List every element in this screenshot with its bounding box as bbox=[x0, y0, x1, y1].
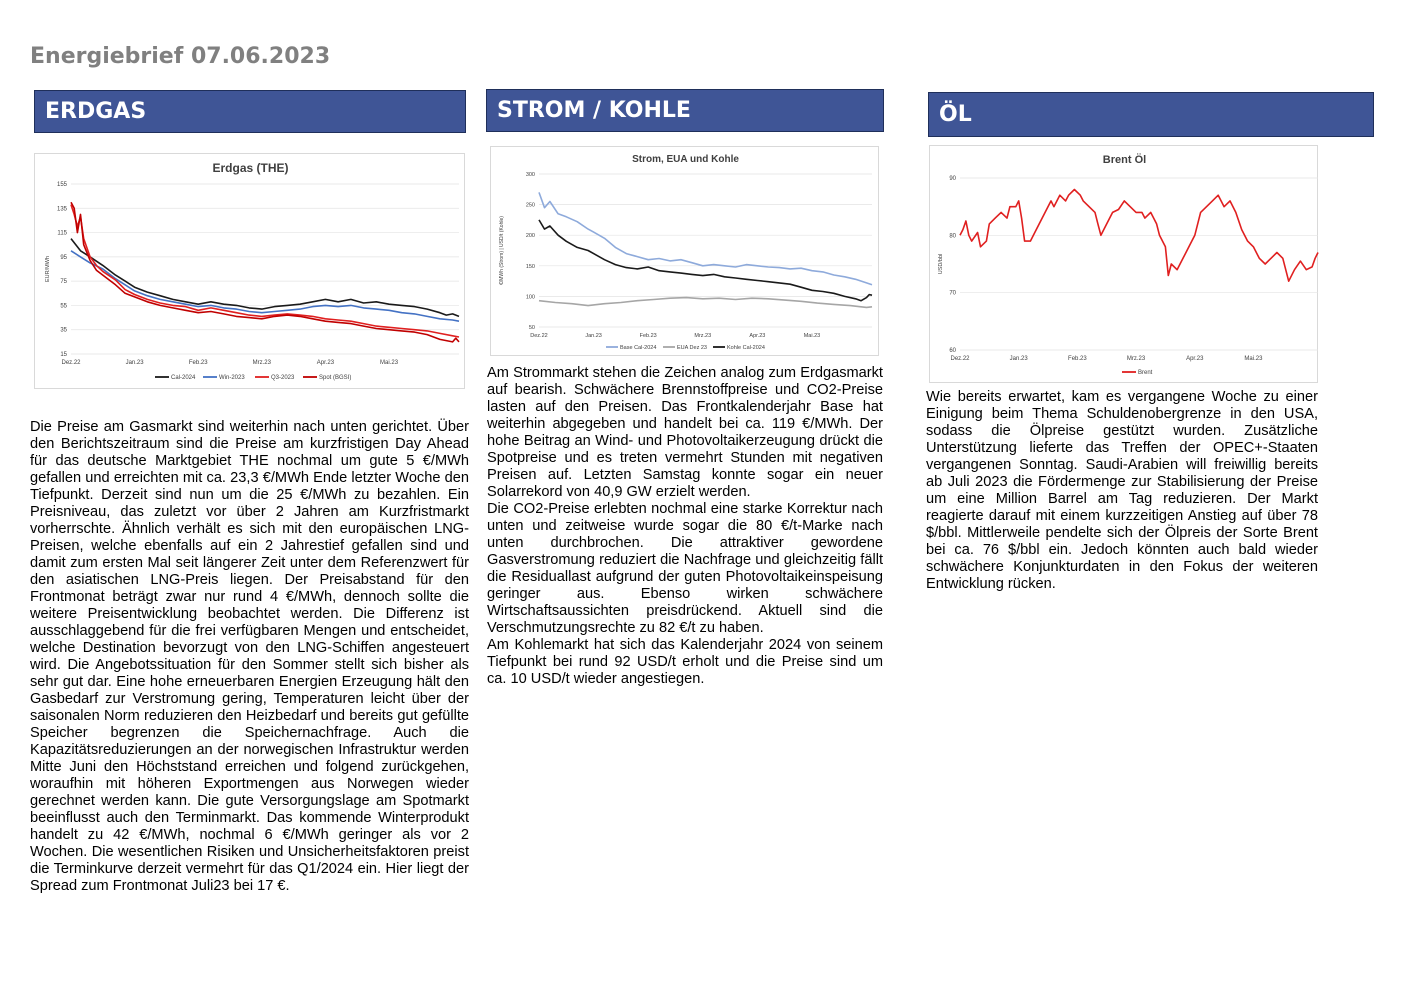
brent-chart bbox=[929, 145, 1318, 383]
strom-chart-svg bbox=[491, 147, 880, 357]
x-tick-label: Mrz.23 bbox=[252, 360, 271, 366]
page-title: Energiebrief 07.06.2023 bbox=[30, 44, 331, 69]
legend-label: Cal-2024 bbox=[171, 375, 196, 381]
section-banner-strom-kohle bbox=[486, 89, 884, 132]
y-tick-label: 115 bbox=[57, 230, 67, 237]
legend-label: Win-2023 bbox=[219, 375, 245, 381]
series-line-cal-2024 bbox=[71, 239, 459, 317]
section-banner-erdgas bbox=[34, 90, 466, 133]
y-tick-label: 155 bbox=[56, 182, 67, 188]
y-tick-label: 80 bbox=[949, 233, 956, 240]
x-tick-label: Apr.23 bbox=[316, 360, 335, 366]
x-tick-label: Mrz.23 bbox=[694, 333, 712, 339]
chart-title: Strom, EUA und Kohle bbox=[632, 154, 739, 165]
y-axis-label: €/MWh (Strom) | USD/t (Kohle) bbox=[499, 216, 505, 285]
erdgas-chart-svg bbox=[35, 154, 466, 390]
legend-label: Kohle Cal-2024 bbox=[727, 345, 765, 351]
chart-title: Brent Öl bbox=[1102, 154, 1147, 166]
legend-label: Q3-2023 bbox=[271, 375, 295, 381]
section-label: STROM / KOHLE bbox=[497, 98, 691, 123]
x-tick-label: Dez.22 bbox=[950, 356, 970, 362]
x-tick-label: Mai.23 bbox=[803, 333, 821, 339]
strom-paragraph-1: Am Strommarkt stehen die Zeichen analog zum Erdgasmarkt auf bearish. Schwächere Brennstoffpreise und CO2-Preise lasten auf den Preisen. Das Frontkalenderjahr Base hat weiterhin abgegeben und handelt bei ca. 119 €/MWh. Der hohe Beitrag an Wind- und Photovoltaikerzeugung drückt die Spotpreise und es treten vermehrt Stunden mit negativen Preisen auf. Letzten Samstag konnte sogar ein neuer Solarrekord von 40,9 GW erzielt werden. bbox=[487, 365, 883, 500]
x-tick-label: Feb.23 bbox=[1068, 356, 1087, 362]
x-tick-label: Jan.23 bbox=[1009, 356, 1028, 362]
section-label: ERDGAS bbox=[45, 99, 147, 124]
erdgas-text bbox=[30, 419, 469, 895]
y-tick-label: 250 bbox=[525, 202, 535, 209]
y-tick-label: 90 bbox=[949, 176, 956, 182]
x-tick-label: Apr.23 bbox=[749, 333, 766, 339]
y-tick-label: 135 bbox=[56, 206, 67, 213]
series-line-base-cal-2024 bbox=[539, 192, 872, 284]
strom-text bbox=[487, 365, 883, 688]
y-tick-label: 55 bbox=[60, 303, 67, 310]
x-tick-label: Mai.23 bbox=[1244, 356, 1263, 362]
oel-paragraph: Wie bereits erwartet, kam es vergangene Woche zu einer Einigung beim Thema Schuldenobergrenze in den USA, sodass die Ölpreise gestützt wurden. Zusätzliche Unterstützung lieferte das Treffen der OPEC+-Staaten vergangenen Sonntag. Saudi-Arabien will freiwillig bereits ab Juli 2023 die Fördermenge zur Stabilisierung der Preise um eine Million Barrel am Tag reduzieren. Der Markt reagierte darauf mit einem kurzzeitigen Anstieg auf über 78 $/bbl. Mittlerweile pendelte sich der Ölpreis der Sorte Brent bei ca. 76 $/bbl ein. Jedoch könnten auch bald wieder schwächere Konjunkturdaten in den Fokus der weiteren Entwicklung rücken. bbox=[926, 389, 1318, 592]
legend-label: Spot (BGSI) bbox=[319, 375, 352, 381]
y-tick-label: 200 bbox=[525, 233, 535, 240]
legend-label: EUA Dez 23 bbox=[677, 345, 707, 351]
chart-title: Erdgas (THE) bbox=[212, 161, 289, 175]
y-tick-label: 300 bbox=[525, 172, 535, 178]
x-tick-label: Jan.23 bbox=[125, 360, 144, 366]
erdgas-paragraph: Die Preise am Gasmarkt sind weiterhin nach unten gerichtet. Über den Berichtszeitraum sind die Preise am kurzfristigen Day Ahead für das deutsche Marktgebiet THE nochmal um gute 5 €/MWh gefallen und erreichten mit ca. 23,3 €/MWh Ende letzter Woche den Tiefpunkt. Derzeit sind nun um die 25 €/MWh zu bezahlen. Ein Preisniveau, das zuletzt vor über 2 Jahren am Kurzfristmarkt vorherrschte. Ähnlich verhält es sich mit den europäischen LNG-Preisen, welche ebenfalls auf ein 2 Jahrestief gefallen sind und damit zum ersten Mal seit längerer Zeit unter dem Referenzwert für den asiatischen LNG-Preis liegen. Der Preisabstand für den Frontmonat beträgt zwar nur rund 4 €/MWh, dennoch sollte die weitere Preisentwicklung beobachtet werden. Die Differenz ist ausschlaggebend für die frei verfügbaren Mengen und entscheidet, welche Destination bevorzugt von den LNG-Schiffen angesteuert wird. Die Angebotssituation für den Sommer stellt sich bisher als sehr gut dar. Eine hohe erneuerbaren Energien Erzeugung hält den Gasbedarf zur Verstromung gering, Temperaturen leicht über der saisonalen Norm reduzieren den Heizbedarf und bereits gut gefüllte Speicher begrenzen die Speichernachfrage. Auch die Kapazitätsreduzierungen an der norwegischen Infrastruktur werden Mitte Juni den Höchststand erreichen und folgend zurückgehen, woraufhin mit höheren Exportmengen aus Norwegen wieder gerechnet werden kann. Die gute Versorgungslage am Spotmarkt beeinflusst auch den Terminmarkt. Das kommende Winterprodukt handelt zu 42 €/MWh, nochmal 6 €/MWh geringer als vor 2 Wochen. Die wesentlichen Risiken und Unsicherheitsfaktoren preist die Terminkurve derzeit vermehrt für das Q1/2024 ein. Hier liegt der Spread zum Frontmonat Juli23 bei 17 €. bbox=[30, 419, 469, 894]
y-tick-label: 50 bbox=[528, 325, 535, 331]
y-axis-label: EUR/MWh bbox=[45, 256, 51, 282]
y-tick-label: 150 bbox=[525, 263, 535, 270]
x-tick-label: Dez.22 bbox=[530, 333, 548, 339]
x-tick-label: Mai.23 bbox=[380, 360, 399, 366]
series-line-win-2023 bbox=[71, 251, 459, 321]
y-tick-label: 60 bbox=[949, 348, 956, 354]
y-tick-label: 95 bbox=[60, 254, 67, 261]
legend-label: Brent bbox=[1138, 370, 1153, 376]
strom-paragraph-2: Die CO2-Preise erlebten nochmal eine starke Korrektur nach unten und zeitweise wurde sogar die 80 €/t-Marke nach unten durchbrochen. Die attraktiver gewordene Gasverstromung reduziert die Nachfrage und gleichzeitig fällt die Residuallast aufgrund der guten Photovoltaikeinspeisung geringer aus. Ebenso wirken schwächere Wirtschaftsaussichten preisdrückend. Aktuell sind die Verschmutzungsrechte zu 82 €/t zu haben. bbox=[487, 501, 883, 636]
series-line-kohle-cal-2024 bbox=[539, 220, 872, 301]
series-line-eua-dez-23 bbox=[539, 298, 872, 308]
oel-text bbox=[926, 389, 1318, 593]
x-tick-label: Jan.23 bbox=[585, 333, 602, 339]
y-tick-label: 100 bbox=[525, 294, 535, 301]
y-axis-label: USD/bbl bbox=[938, 253, 944, 275]
y-tick-label: 75 bbox=[60, 279, 67, 286]
brent-chart-svg bbox=[930, 146, 1319, 384]
strom-paragraph-3: Am Kohlemarkt hat sich das Kalenderjahr 2024 von seinem Tiefpunkt bei rund 92 USD/t erholt und die Preise sind um ca. 10 USD/t wieder angestiegen. bbox=[487, 637, 883, 687]
x-tick-label: Feb.23 bbox=[639, 333, 657, 339]
y-tick-label: 15 bbox=[60, 352, 67, 358]
section-banner-oel bbox=[928, 92, 1374, 137]
x-tick-label: Feb.23 bbox=[188, 360, 208, 366]
x-tick-label: Dez.22 bbox=[61, 360, 81, 366]
y-tick-label: 35 bbox=[60, 327, 67, 334]
y-tick-label: 70 bbox=[949, 290, 956, 297]
series-line-q3-2023 bbox=[71, 205, 459, 337]
section-label: ÖL bbox=[939, 102, 972, 127]
strom-chart bbox=[490, 146, 879, 356]
legend-label: Base Cal-2024 bbox=[620, 345, 657, 351]
series-line-spot-bgsi- bbox=[71, 202, 459, 342]
x-tick-label: Mrz.23 bbox=[1126, 356, 1146, 362]
x-tick-label: Apr.23 bbox=[1186, 356, 1204, 362]
erdgas-chart bbox=[34, 153, 465, 389]
